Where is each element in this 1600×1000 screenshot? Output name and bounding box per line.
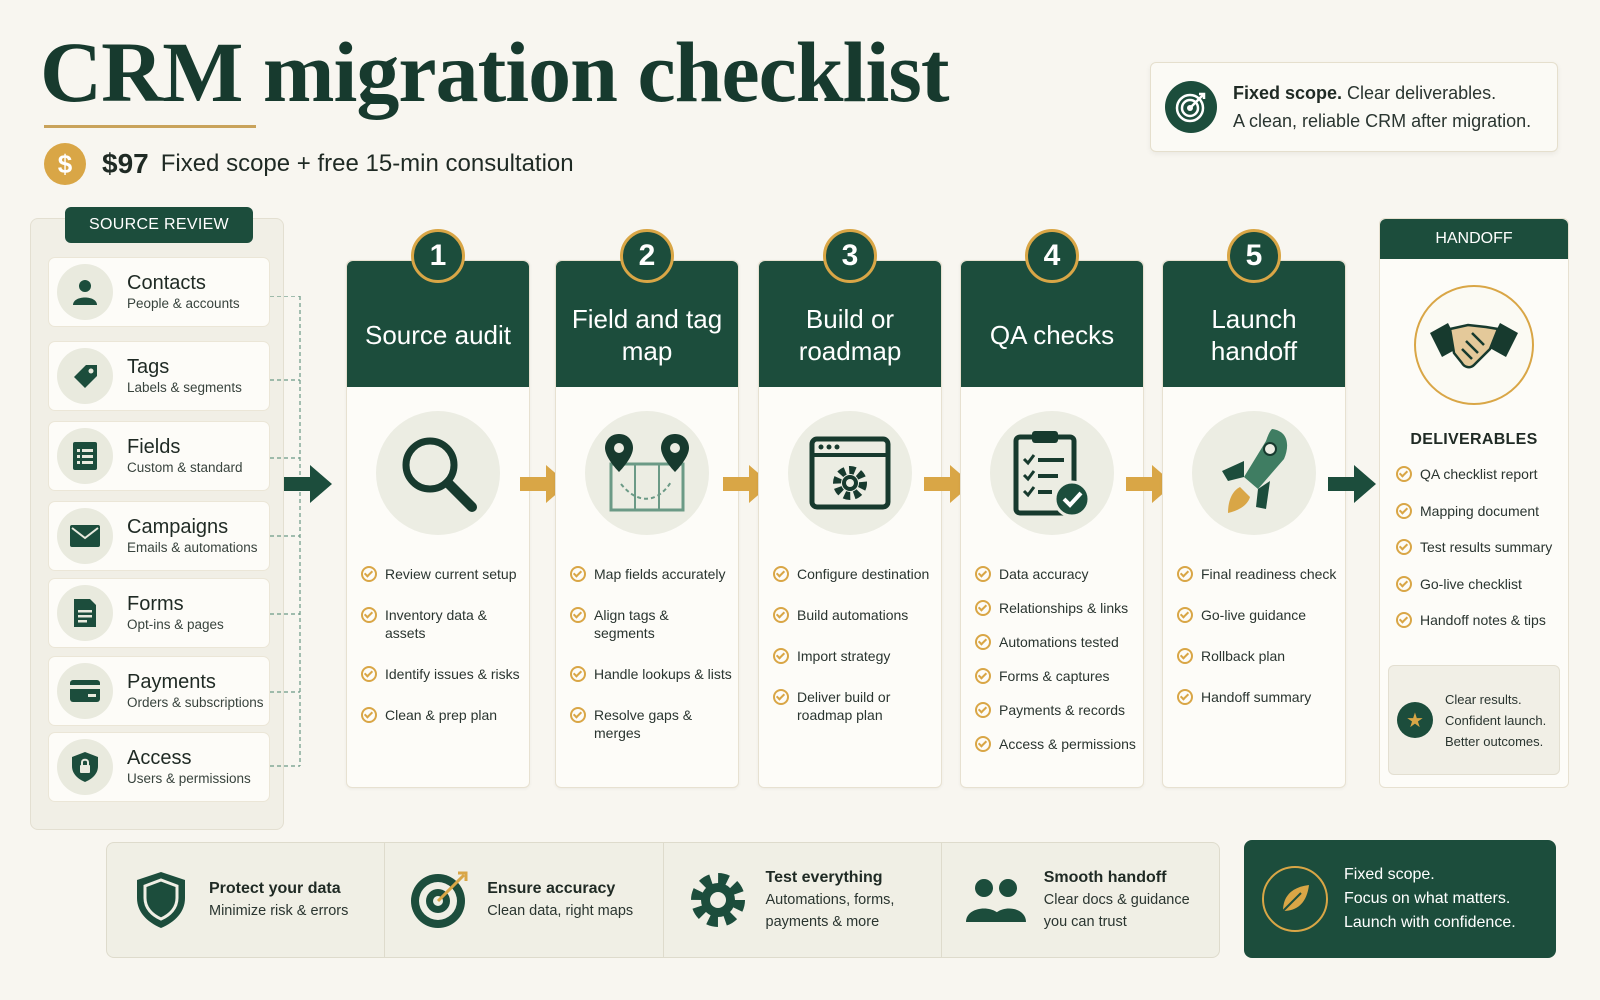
step-item: Handoff summary bbox=[1177, 688, 1339, 706]
source-item-label: Forms bbox=[127, 593, 184, 615]
source-item-forms bbox=[48, 578, 270, 648]
step-item: Automations tested bbox=[975, 633, 1137, 651]
outcome-box bbox=[1388, 665, 1560, 775]
step-title: Build or roadmap bbox=[759, 261, 941, 387]
source-item-sub: Users & permissions bbox=[127, 771, 251, 786]
step-item: Build automations bbox=[773, 606, 935, 624]
star-icon: ★ bbox=[1397, 702, 1433, 738]
card-icon bbox=[57, 663, 113, 719]
benefit-title: Ensure accuracy bbox=[487, 880, 616, 897]
benefit-sub: you can trust bbox=[1043, 914, 1127, 930]
source-item-sub: Custom & standard bbox=[127, 460, 243, 475]
people-icon bbox=[964, 868, 1028, 932]
title-underline bbox=[44, 125, 256, 128]
source-item-sub: Opt-ins & pages bbox=[127, 617, 224, 632]
price-amount: $97 bbox=[102, 148, 149, 179]
price-description: Fixed scope + free 15-min consultation bbox=[160, 150, 574, 177]
step-item: Import strategy bbox=[773, 647, 935, 665]
scope-line2: A clean, reliable CRM after migration. bbox=[1233, 111, 1532, 131]
step-item: Go-live guidance bbox=[1177, 606, 1339, 624]
source-item-sub: Emails & automations bbox=[127, 540, 258, 555]
scope-bold: Fixed scope. bbox=[1233, 83, 1343, 103]
step-item: Map fields accurately bbox=[570, 565, 732, 583]
step-item: Handle lookups & lists bbox=[570, 665, 732, 683]
target-icon bbox=[407, 868, 471, 932]
deliverables-title: DELIVERABLES bbox=[1410, 431, 1538, 448]
step-item: Review current setup bbox=[361, 565, 523, 583]
price-row bbox=[44, 142, 574, 186]
target-icon bbox=[1165, 81, 1217, 133]
step-launch-handoff bbox=[1162, 239, 1346, 788]
benefit-sub: payments & more bbox=[765, 914, 880, 930]
step-item: Configure destination bbox=[773, 565, 935, 583]
focus-line: Launch with confidence. bbox=[1344, 914, 1516, 931]
source-item-access bbox=[48, 732, 270, 802]
source-item-payments bbox=[48, 656, 270, 726]
dollar-coin-icon: $ bbox=[44, 143, 86, 185]
step-item: Payments & records bbox=[975, 701, 1137, 719]
deliverable-item: Go-live checklist bbox=[1396, 575, 1552, 612]
source-item-contacts bbox=[48, 257, 270, 327]
outcome-line: Clear results. bbox=[1445, 691, 1522, 707]
focus-card bbox=[1244, 840, 1556, 958]
rocket-icon bbox=[1192, 411, 1316, 535]
scope-line1: Clear deliverables. bbox=[1342, 83, 1497, 103]
source-item-label: Campaigns bbox=[127, 516, 229, 538]
source-item-label: Access bbox=[127, 747, 192, 769]
step-number: 1 bbox=[411, 229, 465, 283]
step-item: Clean & prep plan bbox=[361, 706, 523, 724]
step-title: QA checks bbox=[961, 261, 1143, 387]
step-number: 2 bbox=[620, 229, 674, 283]
handoff-panel bbox=[1379, 218, 1569, 788]
benefit-sub: Clear docs & guidance bbox=[1043, 892, 1190, 908]
step-field-and-tag-map bbox=[555, 239, 739, 788]
list-icon bbox=[57, 428, 113, 484]
arrow-right-icon bbox=[284, 462, 334, 506]
step-title: Field and tag map bbox=[556, 261, 738, 387]
source-review-header: SOURCE REVIEW bbox=[65, 207, 253, 243]
source-item-campaigns bbox=[48, 501, 270, 571]
benefit-sub: Clean data, right maps bbox=[487, 903, 634, 919]
source-item-tags bbox=[48, 341, 270, 411]
step-source-audit bbox=[346, 239, 530, 788]
step-item: Final readiness check bbox=[1177, 565, 1339, 583]
source-connector-lines bbox=[270, 296, 310, 782]
benefit-protect-data bbox=[107, 843, 385, 957]
form-icon bbox=[57, 585, 113, 641]
source-item-label: Payments bbox=[127, 671, 216, 693]
benefit-smooth-handoff bbox=[942, 843, 1219, 957]
step-item: Access & permissions bbox=[975, 735, 1137, 753]
benefits-strip bbox=[106, 842, 1220, 958]
browser-gear-icon bbox=[788, 411, 912, 535]
step-number: 3 bbox=[823, 229, 877, 283]
outcome-line: Better outcomes. bbox=[1445, 733, 1544, 749]
deliverable-item: Test results summary bbox=[1396, 538, 1552, 575]
envelope-icon bbox=[57, 508, 113, 564]
step-item: Identify issues & risks bbox=[361, 665, 523, 683]
shield-icon bbox=[129, 868, 193, 932]
benefit-title: Protect your data bbox=[209, 880, 341, 897]
benefit-sub: Automations, forms, bbox=[765, 892, 895, 908]
step-item: Forms & captures bbox=[975, 667, 1137, 685]
arrow-right-icon bbox=[1328, 462, 1378, 506]
step-build-or-roadmap bbox=[758, 239, 942, 788]
step-item: Deliver build or roadmap plan bbox=[773, 688, 909, 724]
step-number: 5 bbox=[1227, 229, 1281, 283]
step-item: Relationships & links bbox=[975, 599, 1137, 617]
source-item-sub: People & accounts bbox=[127, 296, 240, 311]
benefit-ensure-accuracy bbox=[385, 843, 663, 957]
gear-icon bbox=[686, 868, 750, 932]
source-item-label: Fields bbox=[127, 436, 181, 458]
step-qa-checks bbox=[960, 239, 1144, 788]
scope-card bbox=[1150, 62, 1558, 152]
focus-line: Focus on what matters. bbox=[1344, 890, 1511, 907]
shield-lock-icon bbox=[57, 739, 113, 795]
source-item-sub: Labels & segments bbox=[127, 380, 242, 395]
source-item-label: Tags bbox=[127, 356, 170, 378]
step-item: Inventory data & assets bbox=[361, 606, 523, 642]
handshake-icon bbox=[1414, 285, 1534, 405]
person-icon bbox=[57, 264, 113, 320]
step-item: Data accuracy bbox=[975, 565, 1137, 583]
deliverable-item: Mapping document bbox=[1396, 502, 1552, 539]
page-title: CRM migration checklist bbox=[40, 24, 949, 120]
handoff-header: HANDOFF bbox=[1380, 219, 1568, 259]
benefit-sub: Minimize risk & errors bbox=[209, 903, 349, 919]
source-item-sub: Orders & subscriptions bbox=[127, 695, 264, 710]
leaf-icon bbox=[1262, 866, 1328, 932]
focus-line: Fixed scope. bbox=[1344, 866, 1435, 883]
outcome-line: Confident launch. bbox=[1445, 712, 1547, 728]
tag-icon bbox=[57, 348, 113, 404]
map-pins-icon bbox=[585, 411, 709, 535]
benefit-title: Test everything bbox=[765, 869, 883, 886]
deliverable-item: QA checklist report bbox=[1396, 465, 1552, 502]
step-item: Align tags & segments bbox=[570, 606, 732, 642]
benefit-test-everything bbox=[664, 843, 942, 957]
deliverable-item: Handoff notes & tips bbox=[1396, 611, 1552, 648]
source-item-fields bbox=[48, 421, 270, 491]
source-item-label: Contacts bbox=[127, 272, 206, 294]
step-item: Resolve gaps & merges bbox=[570, 706, 732, 742]
step-number: 4 bbox=[1025, 229, 1079, 283]
step-item: Rollback plan bbox=[1177, 647, 1339, 665]
step-title: Launch handoff bbox=[1163, 261, 1345, 387]
clipboard-check-icon bbox=[990, 411, 1114, 535]
step-title: Source audit bbox=[347, 261, 529, 387]
magnifier-icon bbox=[376, 411, 500, 535]
benefit-title: Smooth handoff bbox=[1043, 869, 1167, 886]
